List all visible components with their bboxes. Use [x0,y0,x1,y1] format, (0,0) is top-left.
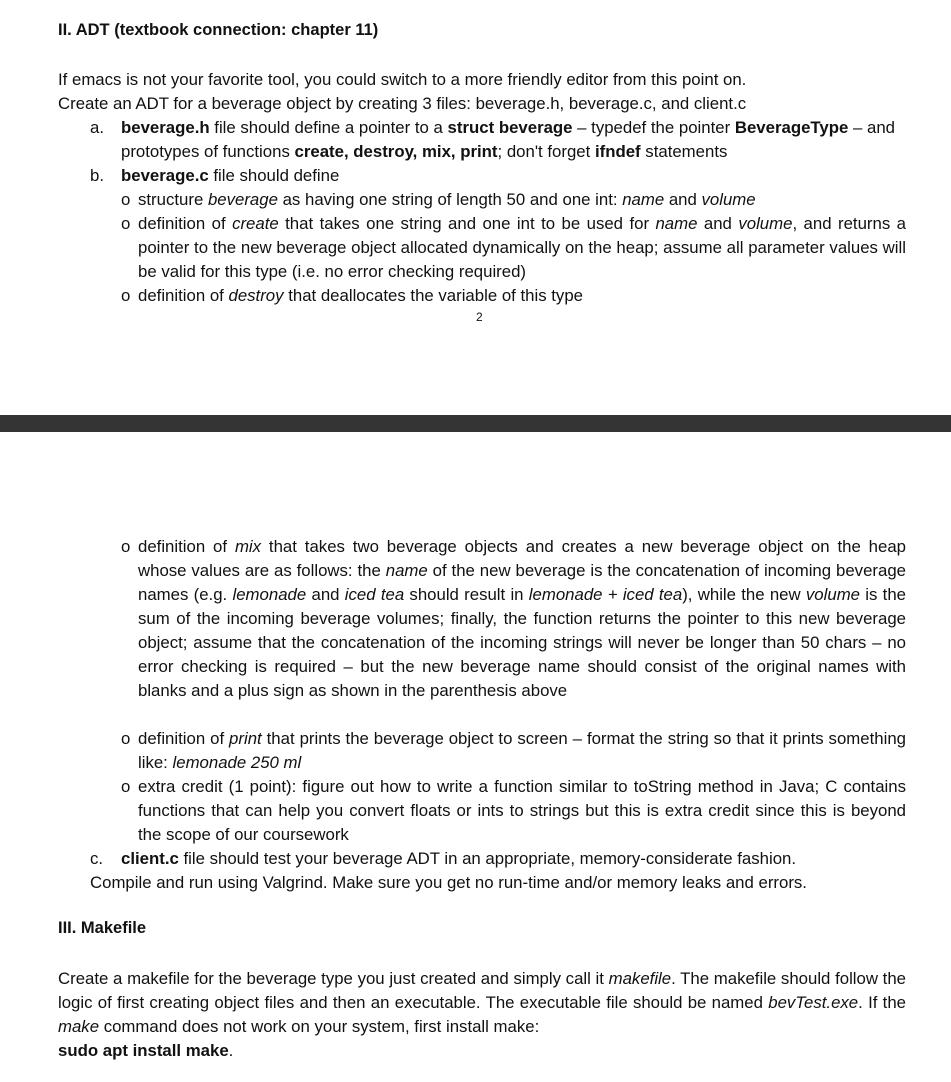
section-2-heading: II. ADT (textbook connection: chapter 11) [58,21,379,39]
install-command: sudo apt install make. [58,1041,234,1060]
intro-line-2: Create an ADT for a beverage object by creating 3 files: beverage.h, beverage.c, and client.c [58,94,747,113]
section-3-heading: III. Makefile [58,919,147,937]
sub-item-mix: definition of mix that takes two beverage objects and creates a new beverage object on the heap whose values are as follows: the name of the new beverage is the concatenation of incoming beverage names (e.g. lemonade and iced tea should result in lemonade + iced tea), while the new volume is the sum of the incoming beverage volumes; finally, the function returns the pointer to this new beverage object; assume that the concatenation of the incoming strings will never be longer than 50 chars – no error checking is required – but the new beverage name should consist of the original names with blanks and a plus sign as shown in the parenthesis above [138,537,907,700]
bullet-icon: o [121,214,131,233]
item-a-text: beverage.h file should define a pointer to a struct beverage – typedef the pointer BeverageType – and prototypes of functions create, destroy, mix, print; don't forget ifndef statements [121,118,896,161]
sub-item-extra-credit: extra credit (1 point): figure out how to write a function similar to toString method in Java; C contains functions that can help you convert floats or ints to strings but this is extra credit since this is beyond the scope of our coursework [138,777,906,844]
sub-item-create: definition of create that takes one string and one int to be used for name and volume, and returns a pointer to the new beverage object allocated dynamically on the heap; assume all parameter values will be valid for this type (i.e. no error checking required) [138,214,906,281]
bullet-icon: o [121,729,131,748]
sub-item-print: definition of print that prints the beverage object to screen – format the string so that it prints something like: lemonade 250 ml [138,729,906,772]
item-c-text: client.c file should test your beverage ADT in an appropriate, memory-considerate fashion. [121,849,797,868]
makefile-paragraph: Create a makefile for the beverage type you just created and simply call it makefile. The makefile should follow the logic of first creating object files and then an executable. The executable file should be named bevTest.exe. If the make command does not work on your system, first install make: [58,969,907,1036]
sub-item-destroy: definition of destroy that deallocates the variable of this type [138,286,583,305]
bullet-icon: o [121,777,131,796]
item-c-marker: c. [90,849,104,868]
page-number: 2 [476,310,483,324]
page-bottom [0,432,951,1082]
intro-line-1: If emacs is not your favorite tool, you could switch to a more friendly editor from this point on. [58,70,747,89]
item-b-marker: b. [90,166,104,185]
item-b-text: beverage.c file should define [121,166,340,185]
compile-instruction: Compile and run using Valgrind. Make sure you get no run-time and/or memory leaks and errors. [90,873,807,892]
page-top [0,0,951,415]
sub-item-structure: structure beverage as having one string of length 50 and one int: name and volume [138,190,756,209]
bullet-icon: o [121,286,131,305]
item-a-marker: a. [90,118,104,137]
bullet-icon: o [121,537,131,556]
bullet-icon: o [121,190,131,209]
page-divider [0,415,951,432]
